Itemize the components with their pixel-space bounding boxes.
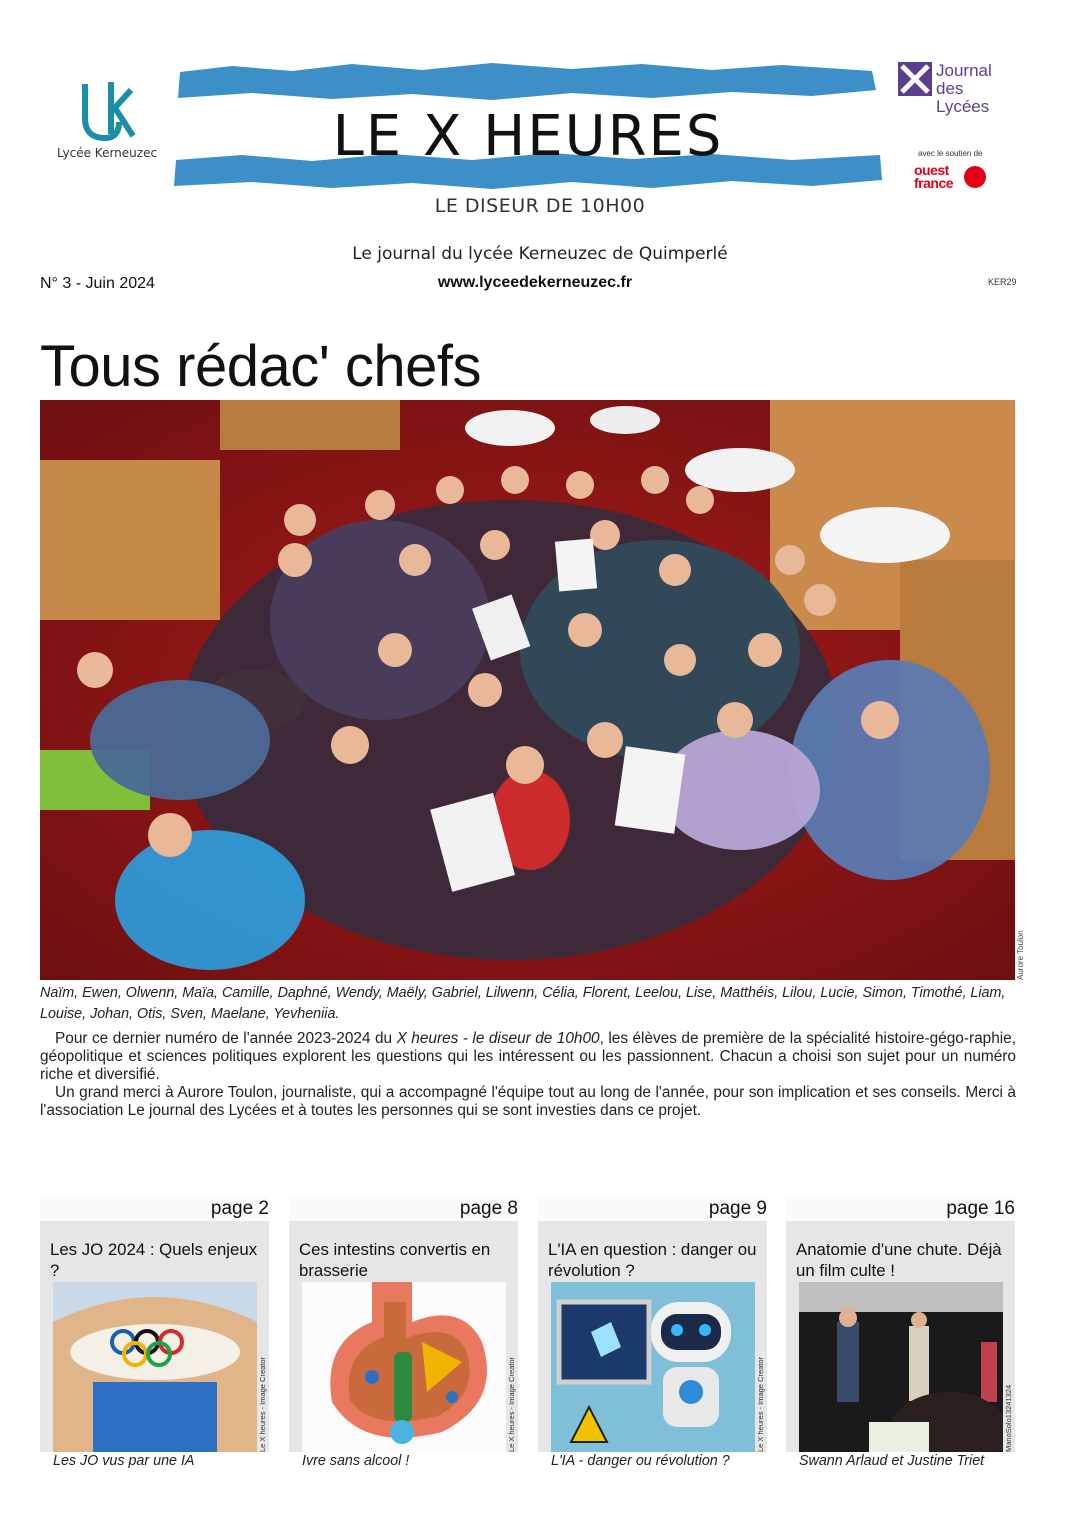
editorial-paragraph-2: Un grand merci à Aurore Toulon, journaliste, qui a accompagné l'équipe tout au long de l'année, pour son implication et ses conseils. Merci à l'association Le journal des Lycées et à toutes les personnes qui se sont investies dans ce projet. (40, 1084, 1016, 1119)
teaser-title: Anatomie d'une chute. Déjà un film culte ! (796, 1240, 1002, 1280)
tagline: Le journal du lycée Kerneuzec de Quimperlé (352, 244, 728, 264)
teaser-ia[interactable] (538, 1197, 767, 1469)
teaser-credit: Le X heures - Image Creator (507, 1356, 516, 1452)
teaser-title: Ces intestins convertis en brasserie (299, 1240, 491, 1280)
teaser-credit: Le X heures - Image Creator (756, 1356, 765, 1452)
sponsor-logo-text: ouest france (914, 162, 954, 191)
teaser-image (302, 1282, 506, 1452)
teaser-title: L'IA en question : danger ou révolution ? (548, 1240, 757, 1280)
photo-credit: Aurore Toulon (1016, 930, 1025, 980)
teaser-page: page 16 (786, 1197, 1015, 1221)
teaser-caption: Ivre sans alcool ! (302, 1453, 410, 1469)
partner-logo-text: Journal des Lycées (936, 61, 992, 116)
cinema-stage-photo-icon (799, 1282, 1003, 1452)
website-link[interactable]: www.lyceedekerneuzec.fr (437, 274, 633, 291)
editorial-text (40, 1030, 1016, 1120)
teaser-image (53, 1282, 257, 1452)
masthead-banner (172, 62, 884, 202)
teaser-page: page 9 (538, 1197, 767, 1221)
teaser-anatomie[interactable] (786, 1197, 1015, 1469)
stomach-illustration-icon (302, 1282, 506, 1452)
ouest-france-circle-icon (964, 166, 986, 188)
teaser-credit: Le X heures - Image Creator (258, 1356, 267, 1452)
newspaper-subtitle: LE DISEUR DE 10H00 (434, 195, 646, 217)
teaser-image (551, 1282, 755, 1452)
newspaper-title: LE X HEURES (332, 104, 724, 169)
robot-illustration-icon (551, 1282, 755, 1452)
teaser-intestins[interactable] (289, 1197, 518, 1469)
photo-caption: Naïm, Ewen, Olwenn, Maïa, Camille, Daphné, Wendy, Maëly, Gabriel, Lilwenn, Célia, Florent, Leelou, Lise, Matthéis, Lilou, Lucie, Simon, Timothé, Liam, Louise, Johan, Otis, Sven, Maelane, Yevheniia. (40, 985, 1006, 1022)
journal-des-lycees-logo (898, 61, 1018, 116)
issue-number: N° 3 - Juin 2024 (40, 275, 155, 292)
headline: Tous rédac' chefs (40, 334, 482, 399)
jdl-emblem-icon (898, 62, 932, 96)
issue-code: KER29 (988, 277, 1017, 287)
ouest-france-logo (914, 162, 994, 194)
school-name: Lycée Kerneuzec (56, 146, 158, 160)
kerneuzec-logo-icon (77, 78, 137, 144)
teaser-title: Les JO 2024 : Quels enjeux ? (50, 1240, 258, 1280)
teaser-page: page 2 (40, 1197, 269, 1221)
teaser-image (799, 1282, 1003, 1452)
teaser-page: page 8 (289, 1197, 518, 1221)
teaser-caption: Swann Arlaud et Justine Triet (799, 1453, 985, 1469)
sponsor-prefix: avec le soutien de (918, 149, 983, 158)
teaser-credit: ManoSolo13241324 (1004, 1384, 1013, 1452)
group-photo-image-icon (40, 400, 1015, 980)
teaser-caption: Les JO vus par une IA (53, 1453, 195, 1469)
editorial-paragraph-1: Pour ce dernier numéro de l'année 2023-2024 du X heures - le diseur de 10h00, les élèves de première de la spécialité histoire-gégo-raphie, géopolitique et sciences politiques explorent les questions qui les intéressent ou les passionnent. Chacun a choisi son sujet pour un numéro riche et diversifié. (40, 1030, 1017, 1083)
group-photo (40, 400, 1015, 980)
teaser-caption: L'IA - danger ou révolution ? (551, 1453, 730, 1469)
school-logo (52, 78, 162, 173)
teaser-jo-2024[interactable] (40, 1197, 269, 1469)
olympic-stadium-image-icon (53, 1282, 257, 1452)
